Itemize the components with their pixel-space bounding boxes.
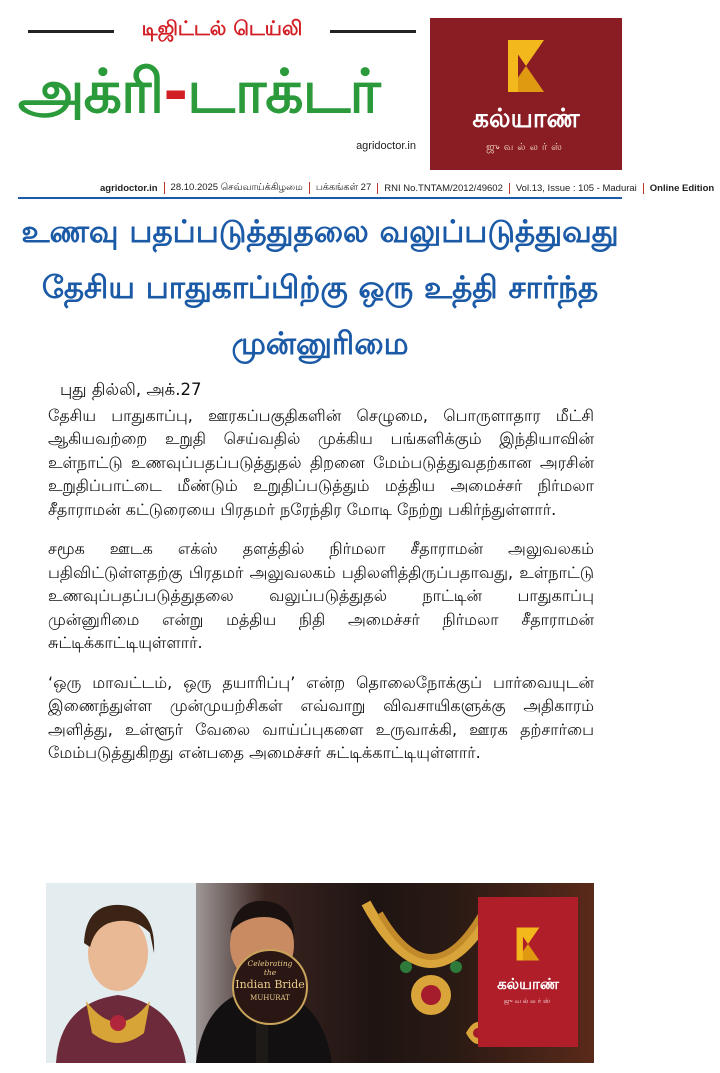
article-paragraph-2: சமூக ஊடக எக்ஸ் தளத்தில் நிர்மலா சீதாராமன் அலுவலகம் பதிவிட்டுள்ளதற்கு பிரதமர் அலுவலகம் பதிலளித்திருப்பதாவது, உள்நாட்டு உணவுப்பதப்படுத்துதலை வலுப்படுத்துதல் நாட்டின் பாதுகாப்பு முன்னுரிமை என்று மத்திய நிதி அமைச்சர் நிர்மலா சீதாராமன் சுட்டிக்காட்டியுள்ளார். [48, 539, 594, 652]
ad-logo-name: கல்யாண் [497, 975, 559, 993]
model-woman-image [46, 883, 196, 1063]
headline-line-1: உணவு பதப்படுத்துதலை வலுப்படுத்துவது [21, 214, 619, 250]
kalyan-jewellers-ad-banner[interactable] [46, 883, 594, 1063]
info-pages: பக்கங்கள் 27 [309, 182, 377, 194]
tagline-rule-right [330, 30, 416, 33]
title-part-doctor: டாக்டர் [187, 57, 380, 127]
tagline-rule-left [28, 30, 114, 33]
issue-info-bar [100, 180, 715, 196]
header-divider [18, 197, 622, 199]
sponsor-ad-kalyan[interactable] [430, 18, 622, 170]
info-rni: RNI No.TNTAM/2012/49602 [377, 183, 509, 194]
ad-logo-subtitle: ஜுவல்லர்ஸ் [503, 997, 553, 1005]
badge-muhurat: MUHURAT [250, 994, 290, 1002]
kalyan-k-logo-icon [504, 36, 548, 96]
info-volume: Vol.13, Issue : 105 - Madurai [509, 183, 643, 194]
title-part-agri: அக்ரி [18, 57, 164, 127]
masthead-tagline: டிஜிட்டல் டெய்லி [141, 16, 303, 40]
tagline-row [28, 16, 416, 46]
headline-line-2: தேசிய பாதுகாப்பிற்கு ஒரு உத்தி சார்ந்த [41, 270, 599, 306]
article-dateline: புது தில்லி, அக்.27 [60, 380, 202, 399]
badge-indian-bride: Indian Bride [235, 978, 305, 991]
ad-kalyan-k-icon [514, 925, 542, 963]
info-site: agridoctor.in [100, 182, 158, 194]
info-date: 28.10.2025 செவ்வாய்க்கிழமை [164, 182, 309, 194]
masthead-site: agridoctor.in [356, 140, 416, 152]
title-separator: - [163, 57, 188, 127]
article-body [48, 378, 594, 781]
badge-the-word: the [263, 968, 277, 977]
article-paragraph-3: ‘ஒரு மாவட்டம், ஒரு தயாரிப்பு’ என்ற தொலைநோக்குப் பார்வையுடன் இணைந்துள்ள முன்முயற்சிகள் எவ்வாறு விவசாயிகளுக்கு அதிகாரம் அளித்து, உள்ளூர் வேலை வாய்ப்புகளை உருவாக்கி, ஊரக தற்சார்பை மேம்படுத்துகிறது என்பதை அமைச்சர் சுட்டிக்காட்டியுள்ளார். [48, 672, 594, 762]
ad-kalyan-logo [478, 897, 578, 1047]
celebrating-indian-bride-badge [232, 949, 308, 1025]
info-edition: Online Edition [643, 183, 720, 194]
sponsor-subtitle: ஜுவல்லர்ஸ் [486, 142, 566, 153]
newspaper-title [18, 48, 418, 136]
badge-celebrating-word: Celebrating [247, 959, 293, 968]
badge-celebrating [234, 959, 306, 977]
masthead [0, 0, 640, 180]
sponsor-name: கல்யாண் [472, 104, 580, 134]
article-paragraph-1: தேசிய பாதுகாப்பு, ஊரகப்பகுதிகளின் செழுமை, பொருளாதார மீட்சி ஆகியவற்றை உறுதி செய்வதில் முக்கிய பங்களிக்கும் இந்தியாவின் உள்நாட்டு உணவுப்பதப்படுத்துதல் திறனை மேம்படுத்துவதற்கான அரசின் உறுதிப்பாட்டை மீண்டும் உறுதிப்படுத்தும் மத்திய அமைச்சர் நிர்மலா சீதாராமன் கட்டுரையை பிரதமர் நரேந்திர மோடி நேற்று பகிர்ந்துள்ளார். [48, 405, 594, 519]
headline-line-3: முன்னுரிமை [231, 326, 409, 362]
article-headline [18, 204, 622, 372]
